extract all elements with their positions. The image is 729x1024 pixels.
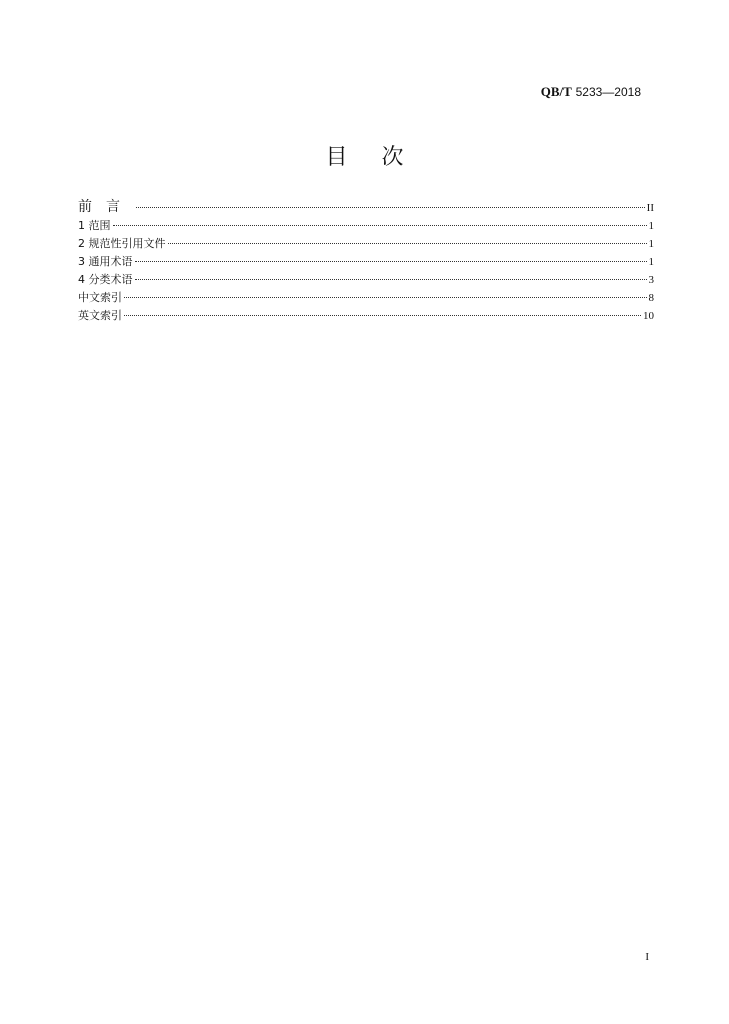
toc-entry-label: 4 分类术语 (78, 273, 133, 286)
toc-entry-label: 前言 (78, 199, 134, 215)
standard-number: 5233—2018 (575, 85, 641, 99)
dot-leader (135, 261, 647, 262)
dot-leader (124, 315, 641, 316)
toc-entry-chinese-index[interactable] (78, 289, 654, 307)
table-of-contents (78, 197, 654, 325)
toc-entry-page: 10 (643, 310, 654, 322)
dot-leader (136, 207, 645, 208)
dot-leader (124, 297, 647, 298)
toc-entry-general-terms[interactable] (78, 253, 654, 271)
page-title: 目次 (325, 145, 438, 170)
standard-code (541, 84, 641, 100)
toc-entry-page: 1 (648, 220, 654, 232)
toc-entry-label: 3 通用术语 (78, 255, 133, 268)
dot-leader (168, 243, 647, 244)
toc-entry-page: 8 (648, 292, 654, 304)
page-number: I (645, 951, 649, 963)
dot-leader (113, 225, 647, 226)
toc-entry-classification-terms[interactable] (78, 271, 654, 289)
toc-entry-page: 1 (648, 256, 654, 268)
standard-prefix: QB/T (540, 84, 572, 99)
dot-leader (135, 279, 647, 280)
toc-entry-label: 2 规范性引用文件 (78, 237, 166, 250)
toc-entry-label: 英文索引 (78, 309, 122, 322)
toc-entry-label: 1 范围 (78, 219, 111, 232)
toc-entry-english-index[interactable] (78, 307, 654, 325)
toc-entry-scope[interactable] (78, 217, 654, 235)
toc-entry-page: 1 (648, 238, 654, 250)
toc-entry-page: 3 (648, 274, 654, 286)
toc-entry-page: II (646, 202, 654, 214)
toc-entry-label: 中文索引 (78, 291, 122, 304)
toc-entry-foreword[interactable] (78, 197, 654, 217)
toc-entry-normative-references[interactable] (78, 235, 654, 253)
